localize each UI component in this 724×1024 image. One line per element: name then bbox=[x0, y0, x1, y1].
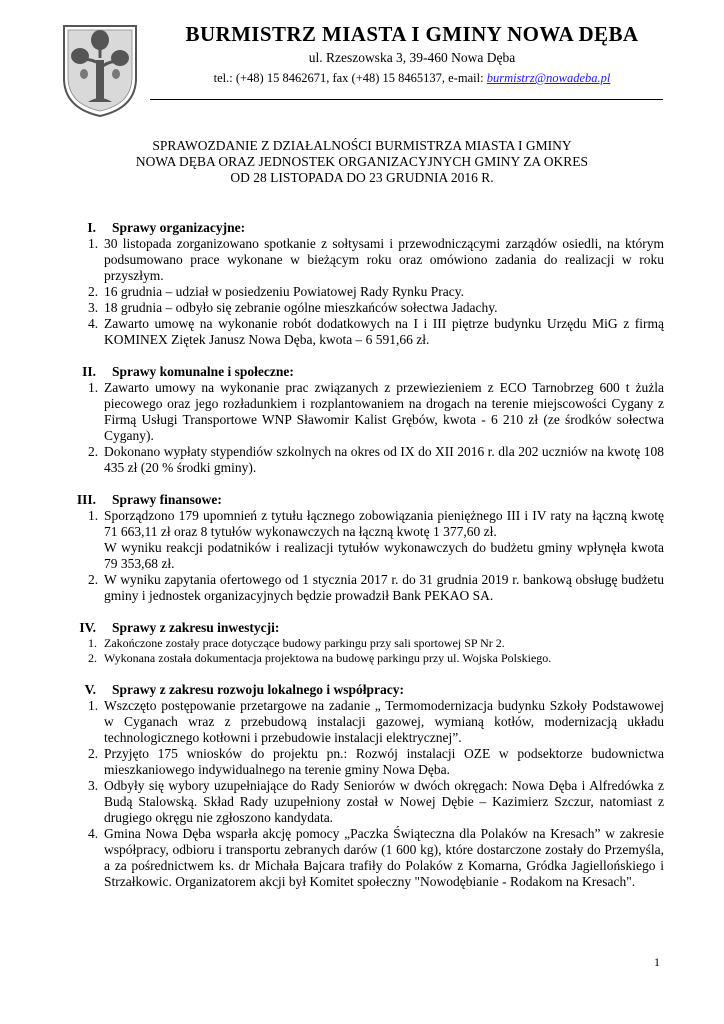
item-number: 4. bbox=[88, 826, 99, 841]
header-divider bbox=[150, 99, 663, 100]
section-heading bbox=[0, 492, 724, 508]
section-number: IV. bbox=[79, 620, 96, 635]
item-number: 2. bbox=[88, 651, 97, 665]
section-heading bbox=[0, 220, 724, 236]
page-number: 1 bbox=[654, 955, 660, 969]
section-communal-social bbox=[0, 364, 724, 476]
section-title: Sprawy organizacyjne: bbox=[112, 220, 246, 235]
section-heading bbox=[0, 364, 724, 380]
report-title-line: SPRAWOZDANIE Z DZIAŁALNOŚCI BURMISTRZA MIASTA I GMINY bbox=[152, 138, 572, 153]
section-title: Sprawy z zakresu inwestycji: bbox=[112, 620, 280, 635]
section-investments bbox=[0, 620, 724, 666]
list-item bbox=[0, 380, 724, 444]
item-text: 18 grudnia – odbyło się zebranie ogólne mieszkańców sołectwa Jadachy. bbox=[104, 300, 498, 315]
list-item bbox=[0, 698, 724, 746]
item-text: Zawarto umowy na wykonanie prac związanych z przewiezieniem z ECO Tarnobrzeg 600 t żużla piecowego oraz jego rozładunkiem i rozplantowaniem na drogach na terenie miejscowości Cygany z Firmą Usługi Transportowe WNP Sławomir Kalist Grębów, kwota - 6 210 zł (ze środków sołectwa Cygany). bbox=[104, 380, 664, 443]
report-title-line: OD 28 LISTOPADA DO 23 GRUDNIA 2016 R. bbox=[230, 170, 494, 185]
list-item bbox=[0, 284, 724, 300]
item-text: W wyniku zapytania ofertowego od 1 stycznia 2017 r. do 31 grudnia 2019 r. bankową obsługę budżetu gminy i jednostek organizacyjnych będzie prowadził Bank PEKAO SA. bbox=[104, 572, 664, 603]
item-number: 2. bbox=[88, 284, 99, 299]
section-number: II. bbox=[82, 364, 96, 379]
section-number: V. bbox=[84, 682, 96, 697]
list-item bbox=[0, 444, 724, 476]
item-text: Wszczęto postępowanie przetargowe na zadanie „ Termomodernizacja budynku Szkoły Podstawowej w Cyganach wraz z przebudową instalacji gazowej, wymianą kotłów, modernizacją układu technologicznego kotłowni i przebudowie instalacji elektrycznej”. bbox=[104, 698, 664, 745]
item-number: 1. bbox=[88, 698, 99, 713]
section-title: Sprawy z zakresu rozwoju lokalnego i współpracy: bbox=[112, 682, 405, 697]
item-text: Dokonano wypłaty stypendiów szkolnych na okres od IX do XII 2016 r. dla 202 uczniów na kwotę 108 435 zł (20 % środki gminy). bbox=[104, 444, 664, 475]
item-number: 2. bbox=[88, 572, 99, 587]
item-text: Gmina Nowa Dęba wsparła akcję pomocy „Paczka Świąteczna dla Polaków na Kresach” w zakresie współpracy, odbioru i transportu zebranych darów (1 600 kg), które dostarczone zostały do Przemyśla, a za pośrednictwem ks. dr Michała Bajcara trafiły do Polaków z Komarna, Gródka Jagiellońskiego i Strzałkowic. Organizatorem akcji był Komitet społeczny "Nowodębianie - Rodakom na Kresach". bbox=[104, 826, 664, 889]
header-contact-text: tel.: (+48) 15 8462671, fax (+48) 15 8465137, e-mail: bbox=[213, 71, 487, 85]
header-title: BURMISTRZ MIASTA I GMINY NOWA DĘBA bbox=[185, 22, 639, 46]
item-number: 1. bbox=[88, 380, 99, 395]
section-local-development bbox=[0, 682, 724, 890]
section-number: III. bbox=[76, 492, 96, 507]
section-organizational bbox=[0, 220, 724, 348]
list-item bbox=[0, 746, 724, 778]
item-text: Zakończone zostały prace dotyczące budowy parkingu przy sali sportowej SP Nr 2. bbox=[104, 636, 505, 650]
list-item bbox=[0, 236, 724, 284]
section-title: Sprawy finansowe: bbox=[112, 492, 222, 507]
report-body bbox=[0, 220, 724, 906]
section-heading bbox=[0, 620, 724, 636]
report-title bbox=[60, 138, 664, 186]
oak-tree-coat-of-arms-icon bbox=[60, 22, 140, 118]
list-item bbox=[0, 651, 724, 666]
section-number: I. bbox=[87, 220, 96, 235]
list-item bbox=[0, 572, 724, 604]
email-link[interactable]: burmistrz@nowadeba.pl bbox=[486, 71, 611, 85]
item-text: Przyjęto 175 wniosków do projektu pn.: Rozwój instalacji OZE w podsektorze budownictwa mieszkaniowego indywidualnego na terenie gminy Nowa Dęba. bbox=[104, 746, 664, 777]
list-item bbox=[0, 316, 724, 348]
header-address: ul. Rzeszowska 3, 39-460 Nowa Dęba bbox=[308, 50, 516, 65]
item-text: Zawarto umowę na wykonanie robót dodatkowych na I i III piętrze budynku Urzędu MiG z firmą KOMINEX Ziętek Janusz Nowa Dęba, kwota – 6 591,66 zł. bbox=[104, 316, 664, 347]
section-heading bbox=[0, 682, 724, 698]
item-number: 1. bbox=[88, 236, 99, 251]
item-number: 1. bbox=[88, 636, 97, 650]
item-number: 3. bbox=[88, 300, 99, 315]
item-number: 2. bbox=[88, 444, 99, 459]
item-text: Sporządzono 179 upomnień z tytułu łącznego zobowiązania pieniężnego III i IV raty na łączną kwotę 71 663,11 zł oraz 8 tytułów wykonawczych na łączną kwotę 1 377,60 zł. W wyniku reakcji podatników i realizacji tytułów wykonawczych do budżetu gminy wpłynęła kwota 79 353,68 zł. bbox=[104, 508, 664, 571]
section-title: Sprawy komunalne i społeczne: bbox=[112, 364, 294, 379]
header-contact bbox=[150, 71, 674, 86]
item-text: Odbyły się wybory uzupełniające do Rady Seniorów w dwóch okręgach: Nowa Dęba i Alfredówka z Budą Stalowską. Skład Rady uzupełniony został w Nowej Dębie – Kazimierz Szczur, natomiast z drugiego okręgu nie zgłoszono kandydata. bbox=[104, 778, 664, 825]
list-item bbox=[0, 636, 724, 651]
list-item bbox=[0, 778, 724, 826]
item-number: 4. bbox=[88, 316, 99, 331]
item-number: 3. bbox=[88, 778, 99, 793]
list-item bbox=[0, 508, 724, 572]
item-text: 30 listopada zorganizowano spotkanie z sołtysami i przewodniczącymi zarządów osiedli, na którym podsumowano prace wykonane w bieżącym roku oraz omówiono zadania do realizacji w roku przyszłym. bbox=[104, 236, 664, 283]
report-title-line: NOWA DĘBA ORAZ JEDNOSTEK ORGANIZACYJNYCH GMINY ZA OKRES bbox=[135, 154, 589, 169]
section-financial bbox=[0, 492, 724, 604]
list-item bbox=[0, 826, 724, 890]
item-number: 1. bbox=[88, 508, 99, 523]
list-item bbox=[0, 300, 724, 316]
item-text: Wykonana została dokumentacja projektowa na budowę parkingu przy ul. Wojska Polskiego. bbox=[104, 651, 552, 665]
item-number: 2. bbox=[88, 746, 99, 761]
item-text: 16 grudnia – udział w posiedzeniu Powiatowej Rady Rynku Pracy. bbox=[104, 284, 465, 299]
